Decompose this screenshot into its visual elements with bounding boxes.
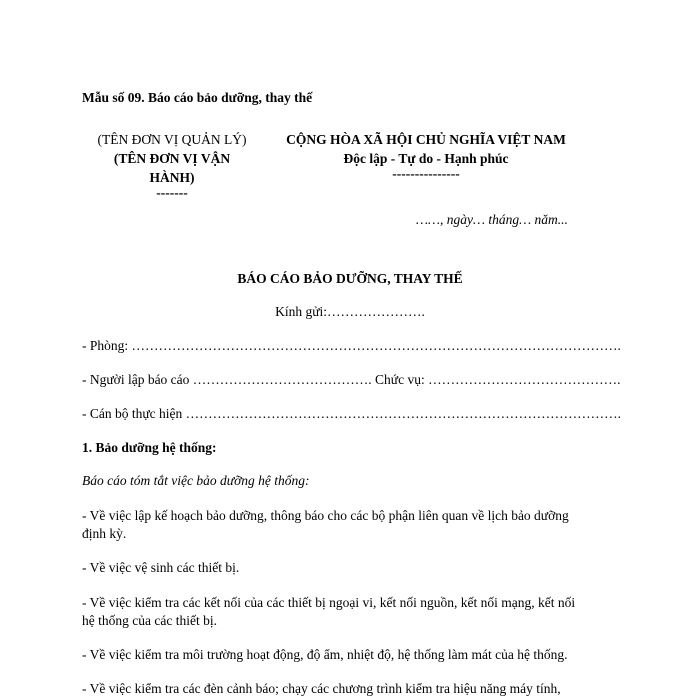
operator-name-line2: HÀNH) xyxy=(149,170,195,185)
document-title: BÁO CÁO BẢO DƯỠNG, THAY THẾ xyxy=(237,271,463,286)
section1-subheading: Báo cáo tóm tắt việc bảo dưỡng hệ thống: xyxy=(82,473,310,488)
national-motto: Độc lập - Tự do - Hạnh phúc xyxy=(343,151,509,166)
operator-name-line1: (TÊN ĐƠN VỊ VẬN xyxy=(113,151,231,166)
recipient-line: Kính gửi:…………………. xyxy=(275,304,425,319)
nation-title: CỘNG HÒA XÃ HỘI CHỦ NGHĨA VIỆT NAM xyxy=(286,132,566,147)
list-item: - Về việc kiểm tra các kết nối của các thiết bị ngoại vi, kết nối nguồn, kết nối mạng, kết nối hệ thống của các thiết bị. xyxy=(82,595,576,628)
header-left xyxy=(82,130,262,199)
agency-name: (TÊN ĐƠN VỊ QUẢN LÝ) xyxy=(97,132,247,147)
department-field: - Phòng: ………………………………………………………………………………………………. xyxy=(82,338,621,353)
list-item: - Về việc vệ sinh các thiết bị. xyxy=(82,560,240,575)
list-item: - Về việc lập kế hoạch bảo dưỡng, thông báo cho các bộ phận liên quan về lịch bảo dưỡng định kỳ. xyxy=(82,508,569,541)
header-left-rule: ------- xyxy=(156,185,188,200)
list-item: - Về việc kiểm tra các đèn cảnh báo; chạy các chương trình kiểm tra hiệu năng máy tính, xyxy=(82,681,561,696)
date-line: ……, ngày… tháng… năm... xyxy=(416,212,568,227)
header-right xyxy=(268,130,584,180)
list-item: - Về việc kiểm tra môi trường hoạt động, độ ẩm, nhiệt độ, hệ thống làm mát của hệ thống. xyxy=(82,647,568,662)
header-right-rule: --------------- xyxy=(392,166,460,181)
staff-field: - Cán bộ thực hiện ……………………………………………………………………………………. xyxy=(82,406,622,421)
section1-heading: 1. Bảo dưỡng hệ thống: xyxy=(82,440,217,455)
reporter-field: - Người lập báo cáo …………………………………. Chức vụ: ……………………………………. xyxy=(82,372,621,387)
form-label: Mẫu số 09. Báo cáo bảo dưỡng, thay thế xyxy=(82,90,313,105)
